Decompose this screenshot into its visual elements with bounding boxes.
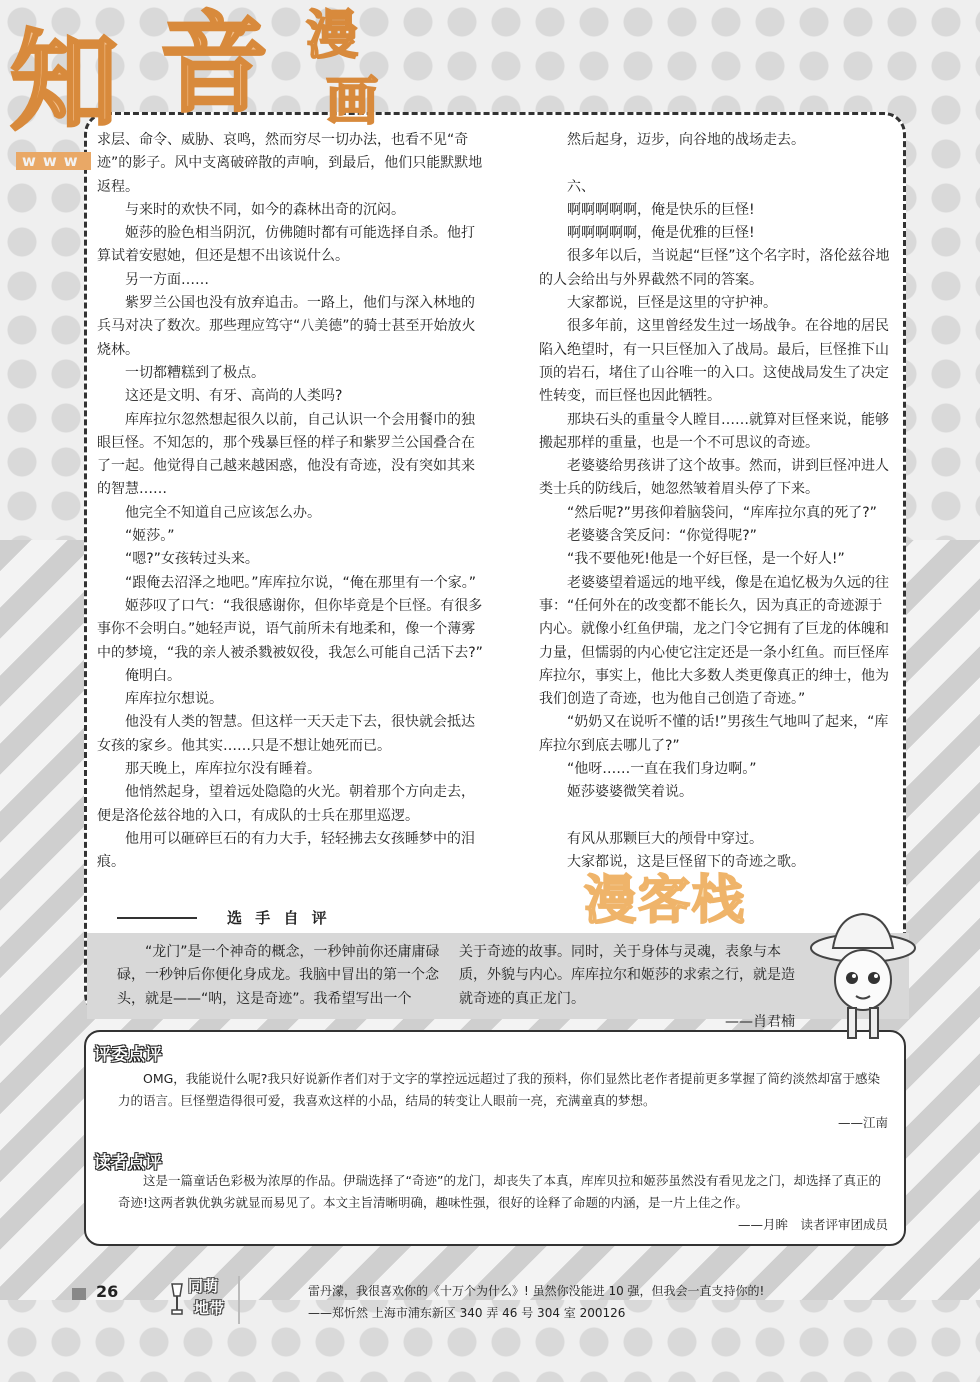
story-paragraph: 那天晚上，库库拉尔没有睡着。 [125, 761, 321, 778]
story-paragraph: 六、 [567, 178, 595, 195]
reader-comment-title: 读者点评 [94, 1153, 162, 1173]
story-paragraph: 姬莎的脸色相当阴沉，仿佛随时都有可能选择自杀。他打算试着安慰她，但还是想不出该说什么。 [97, 225, 475, 265]
comments-panel [84, 1030, 906, 1246]
reader-comment-signature: ——月眸 读者评审团成员 [737, 1217, 888, 1232]
story-paragraph: 老婆婆望着遥远的地平线，像是在追忆极为久远的往事：“任何外在的改变都不能长久，因为真正的奇迹源于内心。就像小红鱼伊瑞，龙之门令它拥有了巨龙的体魄和力量，但懦弱的内心使它注定还是一条小红鱼。而巨怪库库拉尔，事实上，他比大多数人类更像真正的绅士，他为我们创造了奇迹，也为他自己创造了奇迹。” [539, 574, 889, 708]
story-paragraph: 库库拉尔忽然想起很久以前，自己认识一个会用餐巾的独眼巨怪。不知怎的，那个残暴巨怪的样子和紫罗兰公国叠合在了一起。他觉得自己越来越困惑，他没有奇迹，没有突如其来的智慧…… [97, 411, 475, 498]
story-paragraph: “嗯?”女孩转过头来。 [125, 551, 259, 568]
logo-char-zhi: 知 [10, 19, 119, 145]
self-review-signature: ——肖君楠 [725, 1013, 795, 1030]
logo-url: www [16, 152, 91, 170]
story-paragraph: 他悄然起身，望着远处隐隐的火光。朝着那个方向走去，便是洛伦兹谷地的入口，有成队的士兵在那里巡逻。 [97, 784, 475, 824]
self-review-right-text: 关于奇迹的故事。同时，关于身体与灵魂，表象与本质，外貌与内心。库库拉尔和姬莎的求索之行，就是造就奇迹的真正龙门。 [459, 944, 795, 1007]
self-review-heading [117, 907, 417, 929]
story-paragraph: 啊啊啊啊啊，俺是优雅的巨怪! [567, 225, 755, 242]
reader-comment [118, 1170, 888, 1236]
story-paragraph: 紫罗兰公国也没有放弃追击。一路上，他们与深入林地的兵马对决了数次。那些理应笃守“八美德”的骑士甚至开始放火烧林。 [97, 295, 476, 358]
judge-comment [118, 1068, 888, 1134]
story-paragraph: 那块石头的重量令人瞠目……就算对巨怪来说，能够搬起那样的重量，也是一个不可思议的奇迹。 [539, 411, 889, 451]
column-logo [170, 1276, 234, 1324]
story-panel [84, 112, 906, 1030]
story-paragraph: “奶奶又在说听不懂的话!”男孩生气地叫了起来，“库库拉尔到底去哪儿了?” [539, 714, 889, 754]
story-paragraph: 姬莎婆婆微笑着说。 [567, 784, 693, 801]
reader-message-text: 雷丹濛，我很喜欢你的《十万个为什么》! 虽然你没能进 10 强，但我会一直支持你的! [308, 1284, 765, 1298]
column-logo-line1: 同萌 [188, 1277, 219, 1295]
story-paragraph: 俺明白。 [125, 667, 181, 684]
story-paragraph: 啊啊啊啊啊，俺是快乐的巨怪! [567, 201, 755, 218]
footer-divider [238, 1276, 240, 1324]
story-paragraph: 他没有人类的智慧。但这样一天天走下去，很快就会抵达女孩的家乡。他其实……只是不想让她死而已。 [97, 714, 475, 754]
story-paragraph: “然后呢?”男孩仰着脑袋问，“库库拉尔真的死了?” [567, 504, 877, 521]
story-paragraph: 老婆婆含笑反问：“你觉得呢?” [567, 528, 757, 545]
reader-comment-text: 这是一篇童话色彩极为浓厚的作品。伊瑞选择了“奇迹”的龙门，却丧失了本真，库库贝拉和姬莎虽然没有看见龙之门，却选择了真正的奇迹!这两者孰优孰劣就显而易见了。本文主旨清晰明确，趣味性强，很好的诠释了命题的内涵，是一片上佳之作。 [118, 1173, 881, 1210]
story-paragraph: 大家都说，这是巨怪留下的奇迹之歌。 [567, 854, 805, 871]
trophy-icon [170, 1282, 184, 1318]
reader-message-from: ——郑忻然 上海市浦东新区 340 弄 46 号 304 室 200126 [308, 1306, 626, 1320]
page-footer [72, 1276, 912, 1332]
logo-char-man: 漫 [306, 5, 359, 66]
story-paragraph: 与来时的欢快不同，如今的森林出奇的沉闷。 [125, 201, 405, 218]
story-paragraph: 很多年前，这里曾经发生过一场战争。在谷地的居民陷入绝望时，有一只巨怪加入了战局。最后，巨怪推下山顶的岩石，堵住了山谷唯一的入口。这使战局发生了决定性转变，而巨怪也因此牺牲。 [539, 318, 889, 405]
self-review-left [117, 941, 445, 1011]
story-right-column [539, 129, 894, 875]
story-paragraph [539, 152, 894, 175]
story-paragraph: 这还是文明、有牙、高尚的人类吗? [125, 388, 343, 405]
story-paragraph: 求层、命令、威胁、哀鸣，然而穷尽一切办法，也看不见“奇迹”的影子。风中支离破碎散的声响，到最后，他们只能默默地返程。 [97, 132, 483, 195]
story-paragraph: 他用可以砸碎巨石的有力大手，轻轻拂去女孩睡梦中的泪痕。 [97, 830, 475, 871]
page-number-bar [72, 1288, 86, 1300]
story-paragraph: “他呀……一直在我们身边啊。” [567, 761, 757, 778]
reader-message [308, 1280, 764, 1324]
story-paragraph: “我不要他死!他是一个好巨怪，是一个好人!” [567, 551, 845, 568]
story-paragraph: 姬莎叹了口气：“我很感谢你，但你毕竟是个巨怪。有很多事你不会明白。”她轻声说，语气前所未有地柔和，像一个薄雾中的梦境，“我的亲人被杀戮被奴役，我怎么可能自己活下去?” [97, 597, 483, 661]
logo-char-yin: 音 [160, 1, 269, 127]
magazine-logo [10, 1, 410, 186]
watermark-mankezhan: 漫客栈 [584, 871, 747, 931]
judge-comment-signature: ——江南 [837, 1115, 888, 1130]
self-review-box [87, 933, 909, 1030]
story-paragraph: 他完全不知道自己应该怎么办。 [125, 504, 321, 521]
story-paragraph: 很多年以后，当说起“巨怪”这个名字时，洛伦兹谷地的人会给出与外界截然不同的答案。 [539, 248, 890, 288]
story-paragraph: 有风从那颗巨大的颅骨中穿过。 [567, 830, 763, 847]
judge-comment-title: 评委点评 [94, 1045, 162, 1065]
story-paragraph: 另一方面…… [125, 271, 209, 288]
story-paragraph: “跟俺去沼泽之地吧。”库库拉尔说，“俺在那里有一个家。” [125, 574, 477, 591]
story-paragraph: 老婆婆给男孩讲了这个故事。然而，讲到巨怪冲进人类士兵的防线后，她忽然皱着眉头停了下来。 [539, 458, 889, 498]
self-review-left-text: “龙门”是一个神奇的概念，一秒钟前你还庸庸碌碌，一秒钟后你便化身成龙。我脑中冒出的第一个念头，就是——“呐，这是奇迹”。我希望写出一个 [117, 944, 440, 1007]
heading-rule [117, 917, 197, 919]
story-paragraph: 库库拉尔想说。 [125, 691, 223, 708]
story-paragraph: 大家都说，巨怪是这里的守护神。 [567, 295, 777, 312]
self-review-title: 选 手 自 评 [227, 909, 331, 927]
story-paragraph: 一切都糟糕到了极点。 [125, 364, 265, 381]
self-review-right [459, 941, 795, 1034]
story-paragraph: 然后起身，迈步，向谷地的战场走去。 [567, 132, 805, 148]
judge-comment-text: OMG，我能说什么呢?我只好说新作者们对于文字的掌控远远超过了我的预料，你们显然比老作者提前更多掌握了简约淡然却富于感染力的语言。巨怪塑造得很可爱，我喜欢这样的小品，结局的转变让人眼前一亮，充满童真的梦想。 [118, 1071, 880, 1108]
column-logo-line2: 地带 [194, 1299, 225, 1317]
page-number: 26 [96, 1282, 119, 1301]
story-left-column [97, 129, 485, 875]
cowboy-mascot-icon [808, 908, 918, 1048]
story-paragraph: “姬莎。” [125, 528, 175, 545]
logo-char-hua: 画 [326, 71, 379, 132]
story-paragraph [539, 805, 894, 828]
